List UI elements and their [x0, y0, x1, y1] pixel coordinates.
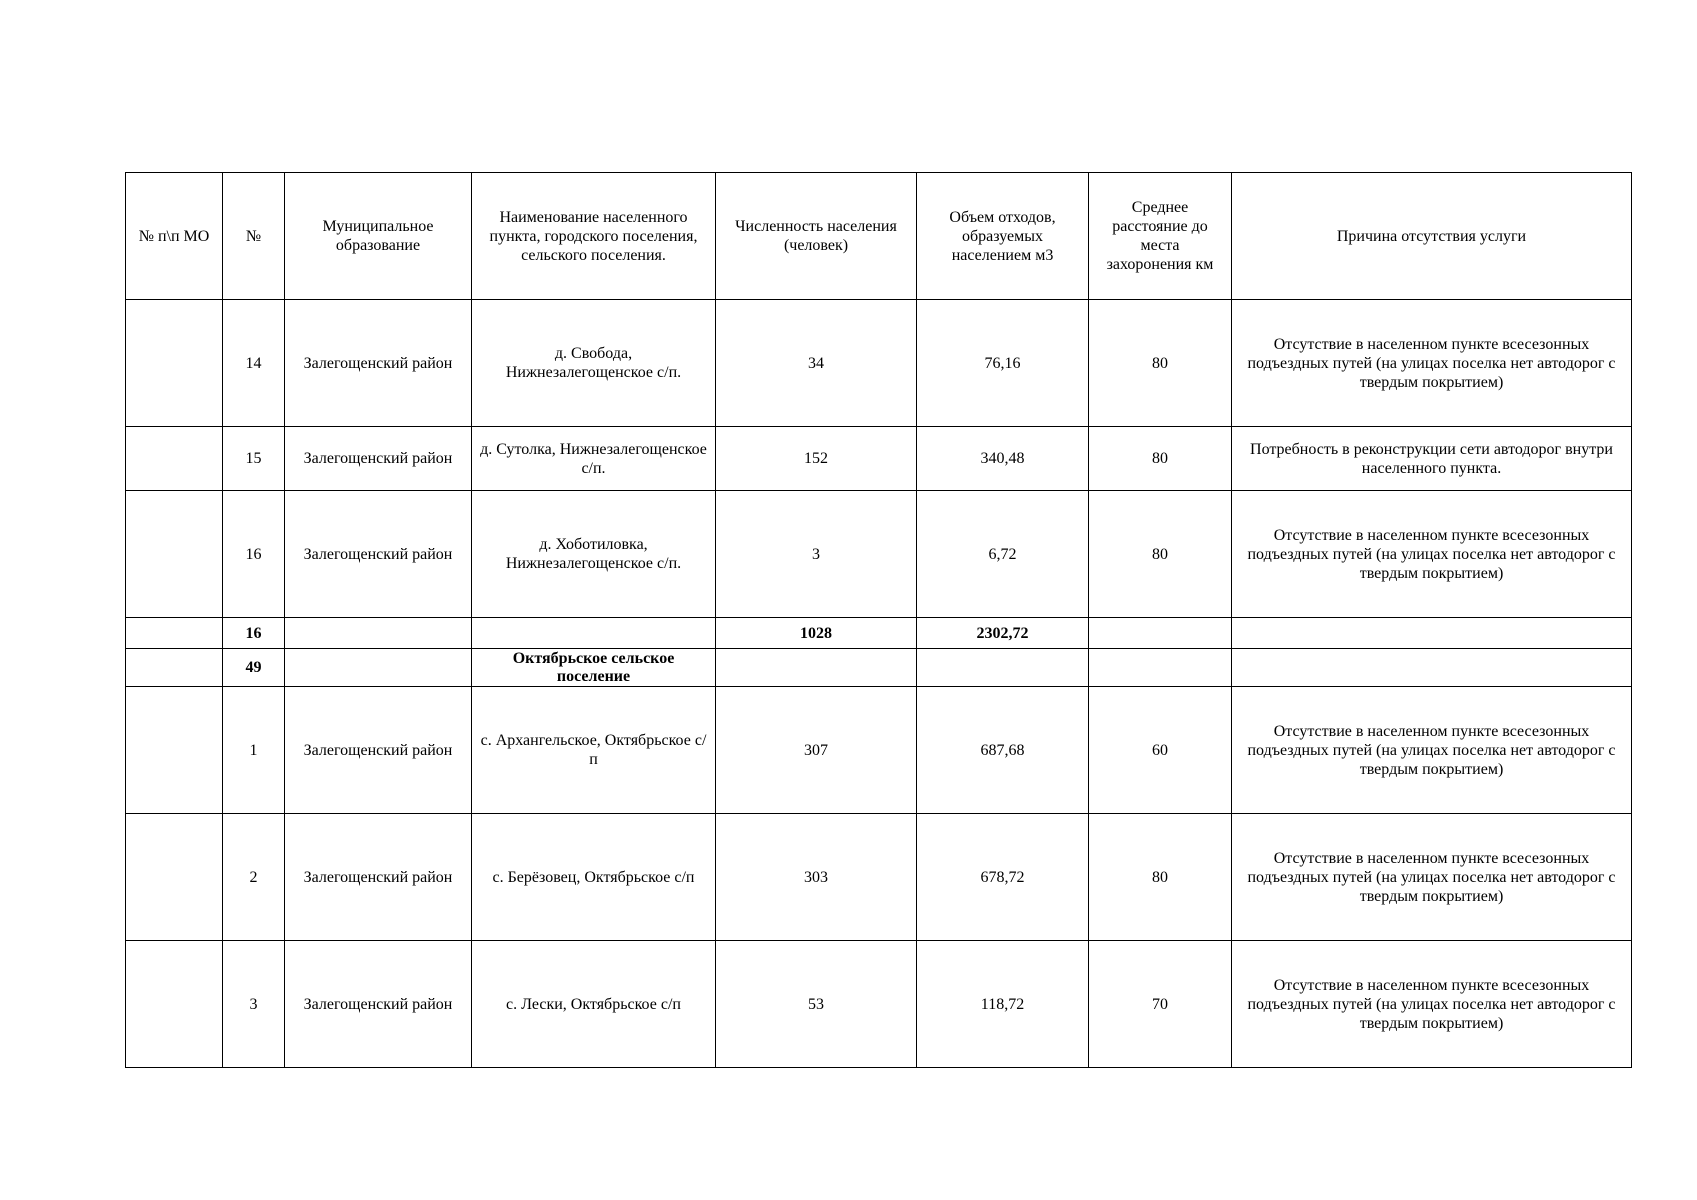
cell-distance: 80 — [1089, 814, 1232, 941]
cell-section-title: Октябрьское сельское поселение — [472, 649, 716, 687]
cell-reason: Потребность в реконструкции сети автодорог внутри населенного пункта. — [1232, 427, 1632, 491]
cell-mo-number — [126, 618, 223, 649]
cell-population-total: 1028 — [716, 618, 917, 649]
waste-services-table — [125, 172, 1632, 1068]
table-row — [126, 687, 1632, 814]
header-settlement: Наименование населенного пункта, городского поселения, сельского поселения. — [472, 173, 716, 300]
cell-number: 14 — [223, 300, 285, 427]
cell-distance: 60 — [1089, 687, 1232, 814]
cell-reason — [1232, 618, 1632, 649]
cell-settlement: с. Архангельское, Октябрьское с/п — [472, 687, 716, 814]
cell-distance: 80 — [1089, 300, 1232, 427]
cell-mo-number — [126, 491, 223, 618]
table-row — [126, 300, 1632, 427]
cell-municipality: Залегощенский район — [285, 300, 472, 427]
cell-municipality: Залегощенский район — [285, 427, 472, 491]
cell-settlement: д. Хоботиловка, Нижнезалегощенское с/п. — [472, 491, 716, 618]
header-number: № — [223, 173, 285, 300]
cell-distance: 70 — [1089, 941, 1232, 1068]
table-row — [126, 814, 1632, 941]
cell-mo-number — [126, 427, 223, 491]
cell-waste-volume: 6,72 — [917, 491, 1089, 618]
cell-mo-number — [126, 814, 223, 941]
cell-settlement: с. Лески, Октябрьское с/п — [472, 941, 716, 1068]
cell-municipality: Залегощенский район — [285, 687, 472, 814]
cell-distance: 80 — [1089, 491, 1232, 618]
cell-reason — [1232, 649, 1632, 687]
cell-distance: 80 — [1089, 427, 1232, 491]
cell-number: 1 — [223, 687, 285, 814]
cell-waste-volume-total: 2302,72 — [917, 618, 1089, 649]
cell-reason: Отсутствие в населенном пункте всесезонных подъездных путей (на улицах поселка нет автодорог с твердым покрытием) — [1232, 814, 1632, 941]
cell-municipality — [285, 618, 472, 649]
cell-settlement: д. Свобода, Нижнезалегощенское с/п. — [472, 300, 716, 427]
cell-population: 53 — [716, 941, 917, 1068]
cell-municipality: Залегощенский район — [285, 491, 472, 618]
table-section-row — [126, 649, 1632, 687]
cell-settlement — [472, 618, 716, 649]
table-header-row — [126, 173, 1632, 300]
cell-population: 303 — [716, 814, 917, 941]
cell-number: 16 — [223, 491, 285, 618]
cell-waste-volume: 76,16 — [917, 300, 1089, 427]
cell-reason: Отсутствие в населенном пункте всесезонных подъездных путей (на улицах поселка нет автодорог с твердым покрытием) — [1232, 687, 1632, 814]
header-waste-volume: Объем отходов, образуемых населением м3 — [917, 173, 1089, 300]
cell-population: 3 — [716, 491, 917, 618]
cell-municipality — [285, 649, 472, 687]
cell-population: 34 — [716, 300, 917, 427]
cell-population — [716, 649, 917, 687]
cell-municipality: Залегощенский район — [285, 941, 472, 1068]
cell-number: 16 — [223, 618, 285, 649]
cell-number: 2 — [223, 814, 285, 941]
cell-population: 307 — [716, 687, 917, 814]
header-mo-number: № п\п МО — [126, 173, 223, 300]
table-row — [126, 941, 1632, 1068]
table-row — [126, 491, 1632, 618]
header-population: Численность населения (человек) — [716, 173, 917, 300]
table-total-row — [126, 618, 1632, 649]
cell-number: 15 — [223, 427, 285, 491]
cell-reason: Отсутствие в населенном пункте всесезонных подъездных путей (на улицах поселка нет автодорог с твердым покрытием) — [1232, 300, 1632, 427]
cell-number: 3 — [223, 941, 285, 1068]
cell-mo-number — [126, 941, 223, 1068]
cell-mo-number — [126, 300, 223, 427]
cell-municipality: Залегощенский район — [285, 814, 472, 941]
cell-distance — [1089, 649, 1232, 687]
cell-waste-volume: 118,72 — [917, 941, 1089, 1068]
cell-waste-volume: 678,72 — [917, 814, 1089, 941]
cell-waste-volume: 687,68 — [917, 687, 1089, 814]
cell-reason: Отсутствие в населенном пункте всесезонных подъездных путей (на улицах поселка нет автодорог с твердым покрытием) — [1232, 941, 1632, 1068]
cell-waste-volume — [917, 649, 1089, 687]
header-reason: Причина отсутствия услуги — [1232, 173, 1632, 300]
table-row — [126, 427, 1632, 491]
cell-number: 49 — [223, 649, 285, 687]
cell-mo-number — [126, 687, 223, 814]
cell-mo-number — [126, 649, 223, 687]
cell-reason: Отсутствие в населенном пункте всесезонных подъездных путей (на улицах поселка нет автодорог с твердым покрытием) — [1232, 491, 1632, 618]
cell-distance — [1089, 618, 1232, 649]
cell-settlement: д. Сутолка, Нижнезалегощенское с/п. — [472, 427, 716, 491]
header-municipality: Муниципальное образование — [285, 173, 472, 300]
cell-settlement: с. Берёзовец, Октябрьское с/п — [472, 814, 716, 941]
cell-waste-volume: 340,48 — [917, 427, 1089, 491]
header-distance: Среднее расстояние до места захоронения км — [1089, 173, 1232, 300]
cell-population: 152 — [716, 427, 917, 491]
